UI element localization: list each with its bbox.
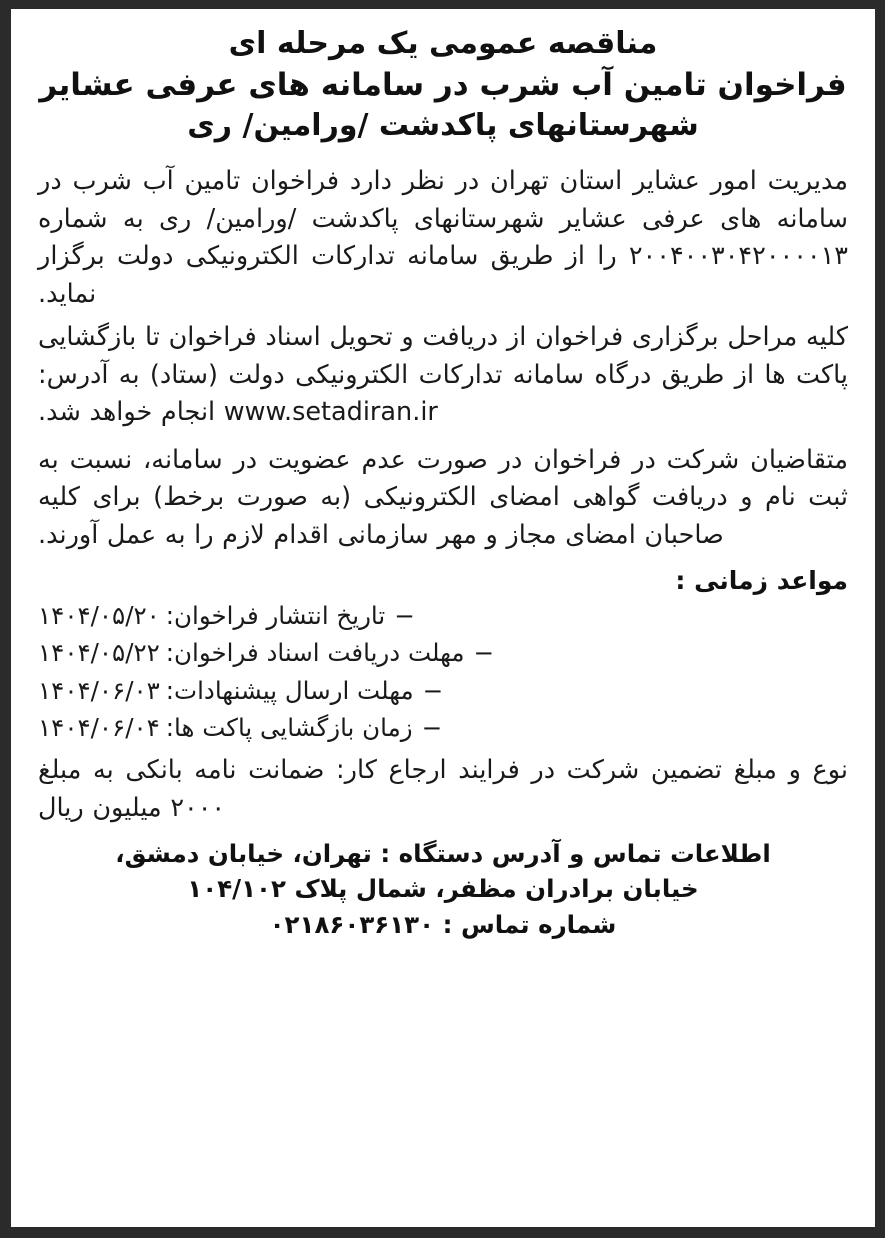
- dash-bullet-icon: −: [421, 712, 443, 742]
- registration-paragraph: متقاضیان شرکت در فراخوان در صورت عدم عضویت در سامانه، نسبت به ثبت نام و دریافت گواهی امضای الکترونیکی (به صورت برخط) برای کلیه صاحبان امضای مجاز و مهر سازمانی اقدام لازم را به عمل آورند.: [38, 444, 848, 550]
- guarantee-paragraph: نوع و مبلغ تضمین شرکت در فرایند ارجاع کار: ضمانت نامه بانکی به مبلغ ۲۰۰۰ میلیون ریال: [38, 755, 848, 823]
- schedule-item-envelope-opening: [38, 709, 848, 746]
- ad-headline: [38, 24, 848, 145]
- schedule-item-label: مهلت دریافت اسناد فراخوان:: [165, 638, 465, 668]
- schedule-item-label: زمان بازگشایی پاکت ها:: [165, 712, 413, 742]
- advertisement-content: [11, 9, 875, 1227]
- headline-line-1: مناقصه عمومی یک مرحله ای: [228, 26, 658, 61]
- schedule-item-publication: [38, 597, 848, 634]
- process-text-before-url: کلیه مراحل برگزاری فراخوان از دریافت و تحویل اسناد فراخوان تا بازگشایی پاکت ها از طریق درگاه سامانه تدارکات الکترونیکی دولت (ستاد) به آدرس:: [38, 322, 848, 390]
- intro-paragraph: مدیریت امور عشایر استان تهران در نظر دارد فراخوان تامین آب شرب در سامانه های عرفی عشایر شهرستانهای پاکدشت /ورامین/ ری به شماره ۲۰۰۴۰۰۳۰۴۲۰۰۰۰۱۳ را از طریق سامانه تدارکات الکترونیکی دولت برگزار نماید.: [38, 166, 848, 309]
- schedule-item-label: مهلت ارسال پیشنهادات:: [165, 675, 414, 705]
- schedule-item-date: ۱۴۰۴/۰۶/۰۴: [38, 712, 160, 742]
- contact-address-line-1: اطلاعات تماس و آدرس دستگاه : تهران، خیابان دمشق،: [115, 839, 771, 869]
- schedule-heading: مواعد زمانی :: [675, 566, 848, 596]
- process-text-after-url: انجام خواهد شد.: [38, 397, 216, 428]
- schedule-item-date: ۱۴۰۴/۰۵/۲۲: [38, 638, 160, 668]
- dash-bullet-icon: −: [394, 601, 415, 631]
- schedule-item-document-deadline: [38, 634, 848, 671]
- schedule-item-date: ۱۴۰۴/۰۵/۲۰: [38, 601, 160, 631]
- contact-phone-line: شماره تماس : ۰۲۱۸۶۰۳۶۱۳۰: [269, 909, 617, 939]
- schedule-item-date: ۱۴۰۴/۰۶/۰۳: [38, 675, 160, 705]
- schedule-item-label: تاریخ انتشار فراخوان:: [165, 601, 386, 631]
- setadiran-url[interactable]: www.setadiran.ir: [223, 397, 438, 428]
- schedule-list: [38, 597, 848, 746]
- dash-bullet-icon: −: [422, 675, 444, 705]
- headline-line-2: فراخوان تامین آب شرب در سامانه های عرفی عشایر: [39, 67, 847, 103]
- headline-line-3: شهرستانهای پاکدشت /ورامین/ ری: [187, 108, 699, 144]
- schedule-item-proposal-deadline: [38, 672, 848, 709]
- contact-block: [38, 837, 848, 942]
- process-paragraph: [38, 319, 848, 431]
- contact-address-line-2: خیابان برادران مظفر، شمال پلاک ۱۰۴/۱۰۲: [187, 873, 699, 903]
- dash-bullet-icon: −: [473, 638, 495, 668]
